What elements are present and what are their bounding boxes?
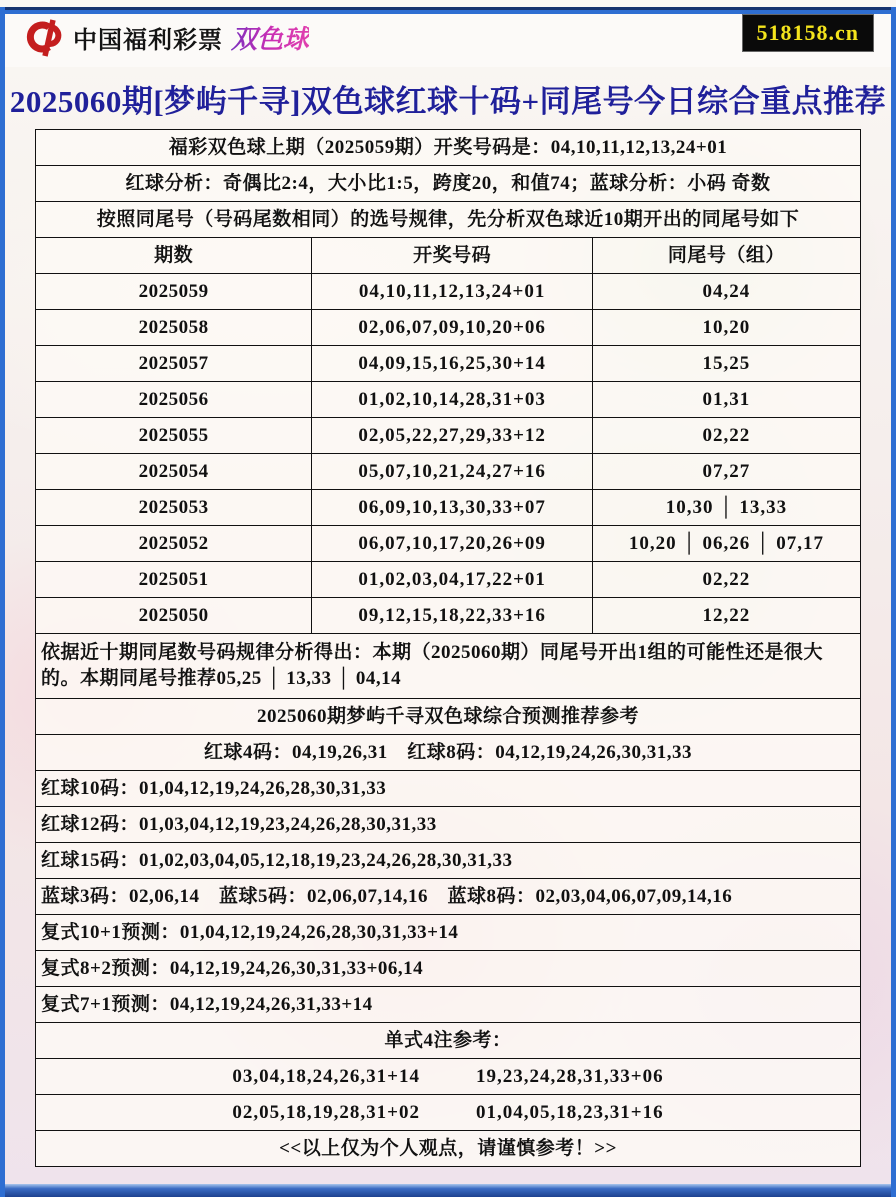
site-logo [19,14,309,60]
history-row [36,562,860,598]
china-welfare-lottery-logo-icon [19,14,65,60]
forecast-red4-red8: 红球4码：04,19,26,31 红球8码：04,12,19,24,26,30,31,33 [36,735,860,771]
history-row [36,598,860,634]
tails-cell: 02,22 [702,425,751,446]
bottom-blue-border [5,1184,891,1197]
disclaimer-text: <<以上仅为个人观点，请谨慎参考！>> [36,1131,860,1166]
period-cell: 2025059 [36,274,312,309]
history-table-header [36,238,860,274]
tails-cell: 01,31 [702,389,751,410]
logo-org-text: 中国福利彩票 [73,26,223,54]
numbers-cell: 01,02,10,14,28,31+03 [312,382,592,417]
history-row [36,346,860,382]
tails-cell: 12,22 [702,605,751,626]
single-bets-row [36,1095,860,1131]
single-bets-row [36,1059,860,1095]
info-row-last-draw: 福彩双色球上期（2025059期）开奖号码是：04,10,11,12,13,24+01 [36,130,860,166]
history-row [36,526,860,562]
history-row [36,490,860,526]
tails-cell: 07,27 [702,461,751,482]
numbers-cell: 06,07,10,17,20,26+09 [312,526,592,561]
info-row-tail-rule: 按照同尾号（号码尾数相同）的选号规律，先分析双色球近10期开出的同尾号如下 [36,202,860,238]
single-bet: 02,05,18,19,28,31+02 [232,1102,420,1123]
history-row [36,454,860,490]
forecast-duplex-7p1: 复式7+1预测：04,12,19,24,26,31,33+14 [36,987,860,1023]
numbers-cell: 05,07,10,21,24,27+16 [312,454,592,489]
tails-cell: 04,24 [702,281,751,302]
numbers-cell: 02,06,07,09,10,20+06 [312,310,592,345]
period-cell: 2025052 [36,526,312,561]
period-cell: 2025055 [36,418,312,453]
history-row [36,310,860,346]
single-bet: 03,04,18,24,26,31+14 [232,1066,420,1087]
period-cell: 2025053 [36,490,312,525]
single-bet: 19,23,24,28,31,33+06 [476,1066,664,1087]
history-row [36,382,860,418]
period-cell: 2025058 [36,310,312,345]
period-cell: 2025051 [36,562,312,597]
forecast-red10: 红球10码：01,04,12,19,24,26,28,30,31,33 [36,771,860,807]
header-period: 期数 [36,238,312,273]
numbers-cell: 04,10,11,12,13,24+01 [312,274,592,309]
tail-analysis-text: 依据近十期同尾数号码规律分析得出：本期（2025060期）同尾号开出1组的可能性还是很大的。本期同尾号推荐05,25 │ 13,33 │ 04,14 [36,634,860,699]
single-bet: 01,04,05,18,23,31+16 [476,1102,664,1123]
forecast-duplex-10p1: 复式10+1预测：01,04,12,19,24,26,28,30,31,33+14 [36,915,860,951]
site-url-badge: 518158.cn [743,15,874,51]
forecast-blue-balls: 蓝球3码：02,06,14 蓝球5码：02,06,07,14,16 蓝球8码：02,03,04,06,07,09,14,16 [36,879,860,915]
page-title: 2025060期[梦屿千寻]双色球红球十码+同尾号今日综合重点推荐 [9,83,887,119]
forecast-duplex-8p2: 复式8+2预测：04,12,19,24,26,30,31,33+06,14 [36,951,860,987]
single-bets-title: 单式4注参考： [36,1023,860,1059]
history-row [36,418,860,454]
history-row [36,274,860,310]
period-cell: 2025054 [36,454,312,489]
numbers-cell: 04,09,15,16,25,30+14 [312,346,592,381]
header-tails: 同尾号（组） [667,245,785,266]
forecast-red15: 红球15码：01,02,03,04,05,12,18,19,23,24,26,28,30,31,33 [36,843,860,879]
recommendation-sheet [35,129,861,1167]
period-cell: 2025057 [36,346,312,381]
logo-brand-text: 双色球 [231,19,309,56]
tails-cell: 10,20 │ 06,26 │ 07,17 [628,533,825,554]
top-blue-border [5,10,891,14]
forecast-red12: 红球12码：01,03,04,12,19,23,24,26,28,30,31,33 [36,807,860,843]
tails-cell: 10,30 │ 13,33 [665,497,788,518]
site-header [5,7,891,67]
period-cell: 2025056 [36,382,312,417]
period-cell: 2025050 [36,598,312,633]
forecast-section-title: 2025060期梦屿千寻双色球综合预测推荐参考 [36,699,860,735]
tails-cell: 02,22 [702,569,751,590]
numbers-cell: 06,09,10,13,30,33+07 [312,490,592,525]
numbers-cell: 01,02,03,04,17,22+01 [312,562,592,597]
tails-cell: 15,25 [702,353,751,374]
numbers-cell: 09,12,15,18,22,33+16 [312,598,592,633]
tails-cell: 10,20 [702,317,751,338]
header-numbers: 开奖号码 [312,238,592,273]
info-row-ball-analysis: 红球分析：奇偶比2:4，大小比1:5，跨度20，和值74；蓝球分析：小码 奇数 [36,166,860,202]
numbers-cell: 02,05,22,27,29,33+12 [312,418,592,453]
